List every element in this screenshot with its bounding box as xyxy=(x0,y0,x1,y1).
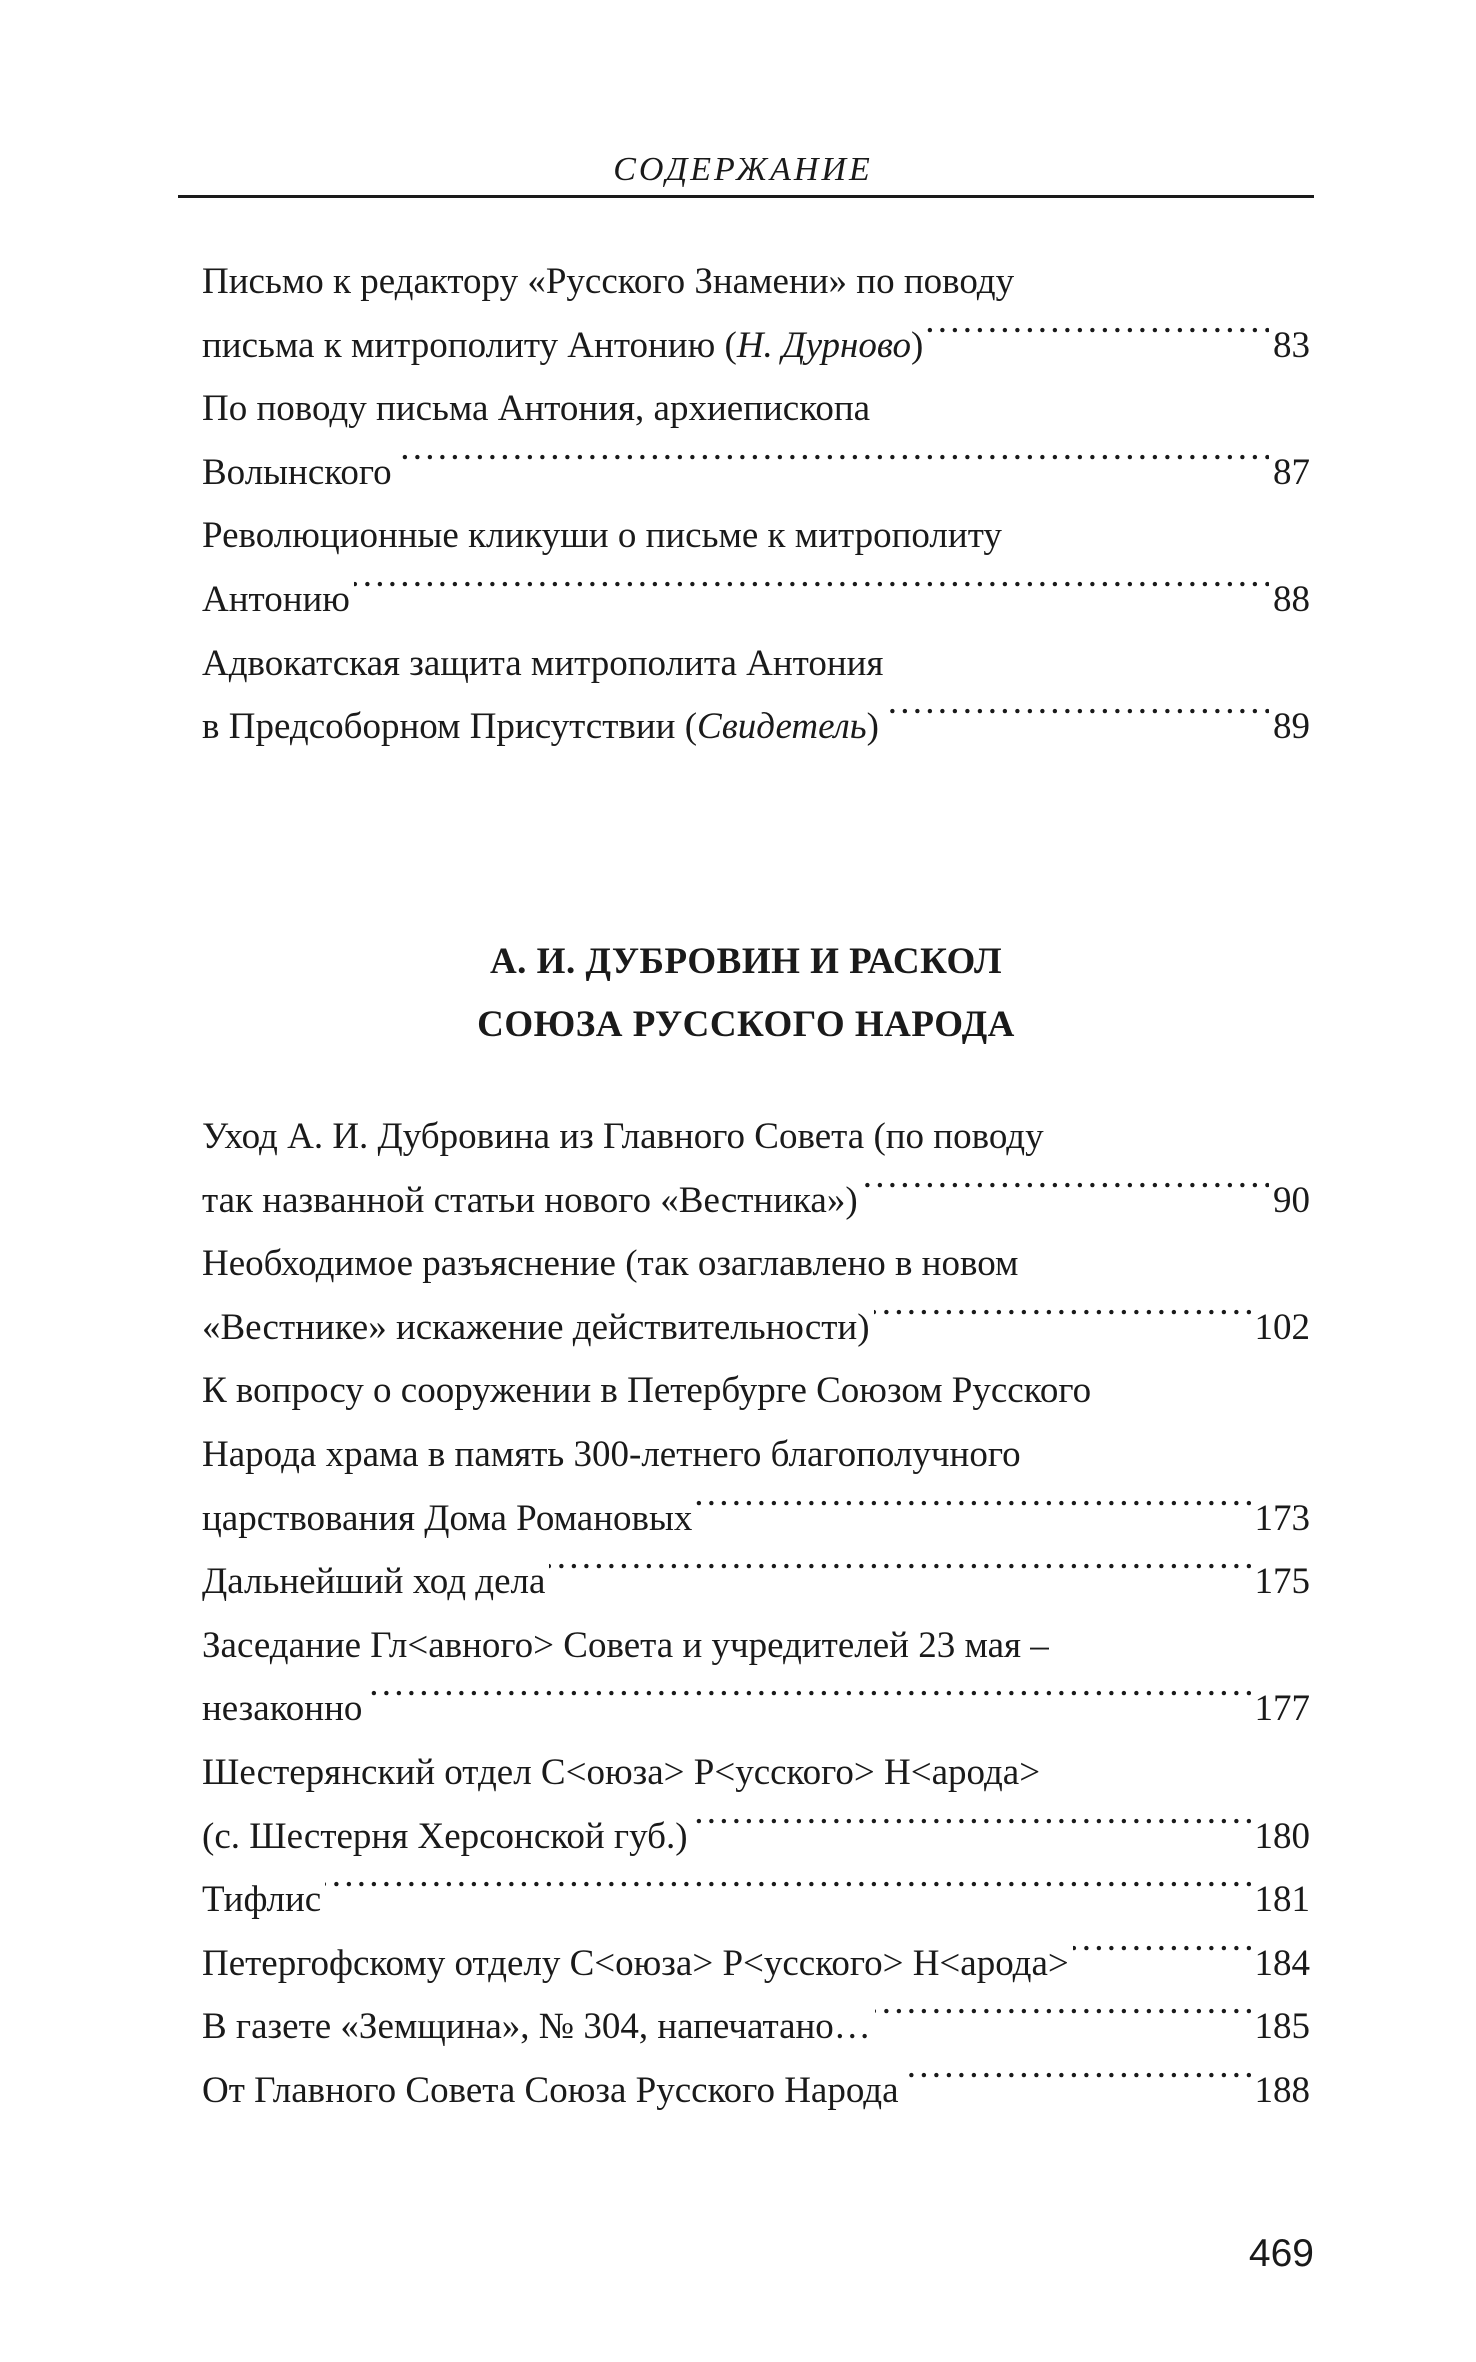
toc-entry xyxy=(202,377,1310,504)
toc-entry-line: Шестерянский отдел С<оюза> Р<усского> Н<арода> xyxy=(202,1751,1041,1793)
toc-entry xyxy=(202,1614,1310,1741)
toc-entry-text xyxy=(202,314,923,378)
toc-entry xyxy=(202,1995,1310,2059)
toc-entry-text-pre: письма к митрополиту Антонию ( xyxy=(202,324,737,366)
toc-page-number: 177 xyxy=(1254,1688,1310,1730)
toc-entry-text: так названной статьи нового «Вестника») xyxy=(202,1179,858,1221)
toc-entry-last-line xyxy=(202,314,1310,378)
dot-leader xyxy=(883,701,1269,738)
toc-entry-text: Дальнейший ход дела xyxy=(202,1561,546,1603)
toc-entry-last-line xyxy=(202,1550,1310,1614)
toc-entry xyxy=(202,250,1310,377)
toc-entry xyxy=(202,2059,1310,2123)
toc-entry-last-line xyxy=(202,441,1310,505)
dot-leader xyxy=(692,1811,1251,1848)
toc-entry-text xyxy=(202,695,879,759)
toc-entry-line: Народа храма в память 300-летнего благополучного xyxy=(202,1433,1021,1475)
toc-page-number: 83 xyxy=(1273,324,1310,366)
toc-entry-text: (с. Шестерня Херсонской губ.) xyxy=(202,1815,688,1857)
toc-entry xyxy=(202,1868,1310,1932)
toc-entry-last-line xyxy=(202,568,1310,632)
toc-entry-text-pre: Антонию xyxy=(202,578,350,620)
toc-entry xyxy=(202,1550,1310,1614)
toc-page-number: 180 xyxy=(1254,1815,1310,1857)
dot-leader xyxy=(874,1302,1251,1339)
toc-page-number: 175 xyxy=(1254,1561,1310,1603)
toc-entry-text: Петергофскому отделу С<оюза> Р<усского> Н<арода> xyxy=(202,1942,1069,1984)
toc-entry-line: Письмо к редактору «Русского Знамени» по поводу xyxy=(202,261,1015,302)
toc-entry-text-post: ) xyxy=(910,324,924,366)
toc-entry-last-line xyxy=(202,1805,1310,1869)
toc-entry-line: Заседание Гл<авного> Совета и учредителей 23 мая – xyxy=(202,1624,1049,1666)
toc-list-part1 xyxy=(202,250,1310,759)
toc-entry xyxy=(202,504,1310,631)
dot-leader xyxy=(354,574,1269,611)
toc-page-number: 89 xyxy=(1273,706,1310,748)
toc-entry-last-line xyxy=(202,1296,1310,1360)
toc-entry-last-line xyxy=(202,1487,1310,1551)
toc-entry xyxy=(202,632,1310,759)
toc-entry-text xyxy=(202,568,350,632)
toc-page-number: 184 xyxy=(1254,1942,1310,1984)
toc-entry-line: Адвокатская защита митрополита Антония xyxy=(202,642,884,684)
dot-leader xyxy=(696,1493,1250,1530)
section-title-line: СОЮЗА РУССКОГО НАРОДА xyxy=(477,1004,1015,1045)
toc-page-number: 188 xyxy=(1254,2069,1310,2111)
toc-page-number: 181 xyxy=(1254,1879,1310,1921)
toc-entry-last-line xyxy=(202,1677,1310,1741)
toc-entry-text: От Главного Совета Союза Русского Народа xyxy=(202,2069,899,2111)
dot-leader xyxy=(325,1874,1250,1911)
toc-entry-line: По поводу письма Антония, архиепископа xyxy=(202,388,871,430)
toc-entry-line: К вопросу о сооружении в Петербурге Союзом Русского xyxy=(202,1370,1092,1412)
toc-entry-text: незаконно xyxy=(202,1688,363,1730)
toc-entry xyxy=(202,1359,1310,1550)
toc-entry xyxy=(202,1232,1310,1359)
toc-entry-text: царствования Дома Романовых xyxy=(202,1497,693,1539)
page-number: 469 xyxy=(1248,2232,1314,2275)
toc-entry-line: Необходимое разъяснение (так озаглавлено в новом xyxy=(202,1243,1019,1285)
toc-entry-last-line xyxy=(202,2059,1310,2123)
running-head: СОДЕРЖАНИЕ xyxy=(613,151,873,188)
dot-leader xyxy=(903,2065,1251,2102)
toc-page-number: 185 xyxy=(1254,2006,1310,2048)
dot-leader xyxy=(549,1556,1250,1593)
toc-entry-line: Уход А. И. Дубровина из Главного Совета (по поводу xyxy=(202,1116,1044,1157)
toc-entry-text-pre: Волынского xyxy=(202,451,392,493)
toc-entry-last-line xyxy=(202,695,1310,759)
dot-leader xyxy=(366,1683,1250,1720)
dot-leader xyxy=(875,2001,1251,2038)
dot-leader xyxy=(927,320,1269,357)
toc-page-number: 173 xyxy=(1254,1497,1310,1539)
toc-entry xyxy=(202,1105,1310,1232)
toc-entry-text-pre: в Предсоборном Присутствии ( xyxy=(202,706,698,748)
toc-page-number: 90 xyxy=(1273,1179,1310,1221)
toc-page-number: 88 xyxy=(1273,578,1310,620)
toc-entry-text: Тифлис xyxy=(202,1879,322,1921)
toc-page-number: 87 xyxy=(1273,451,1310,493)
toc-entry-author: Н. Дурново xyxy=(736,324,911,366)
dot-leader xyxy=(396,447,1269,484)
toc-entry-last-line xyxy=(202,1169,1310,1233)
toc-entry-text: В газете «Земщина», № 304, напечатано… xyxy=(202,2006,871,2048)
header-rule xyxy=(178,195,1314,198)
toc-entry xyxy=(202,1741,1310,1868)
toc-entry-author: Свидетель xyxy=(697,706,867,748)
toc-page-number: 102 xyxy=(1254,1306,1310,1348)
section-title xyxy=(178,930,1314,1056)
toc-entry-text: «Вестнике» искажение действительности) xyxy=(202,1306,870,1348)
section-title-line: А. И. ДУБРОВИН И РАСКОЛ xyxy=(489,941,1003,982)
toc-list-part2 xyxy=(202,1105,1310,2123)
dot-leader xyxy=(1073,1938,1251,1975)
dot-leader xyxy=(862,1175,1269,1212)
toc-entry xyxy=(202,1932,1310,1996)
toc-entry-last-line xyxy=(202,1868,1310,1932)
toc-entry-text xyxy=(202,441,392,505)
toc-entry-last-line xyxy=(202,1995,1310,2059)
toc-entry-last-line xyxy=(202,1932,1310,1996)
toc-entry-text-post: ) xyxy=(866,706,879,748)
toc-entry-line: Революционные кликуши о письме к митрополиту xyxy=(202,515,1002,557)
